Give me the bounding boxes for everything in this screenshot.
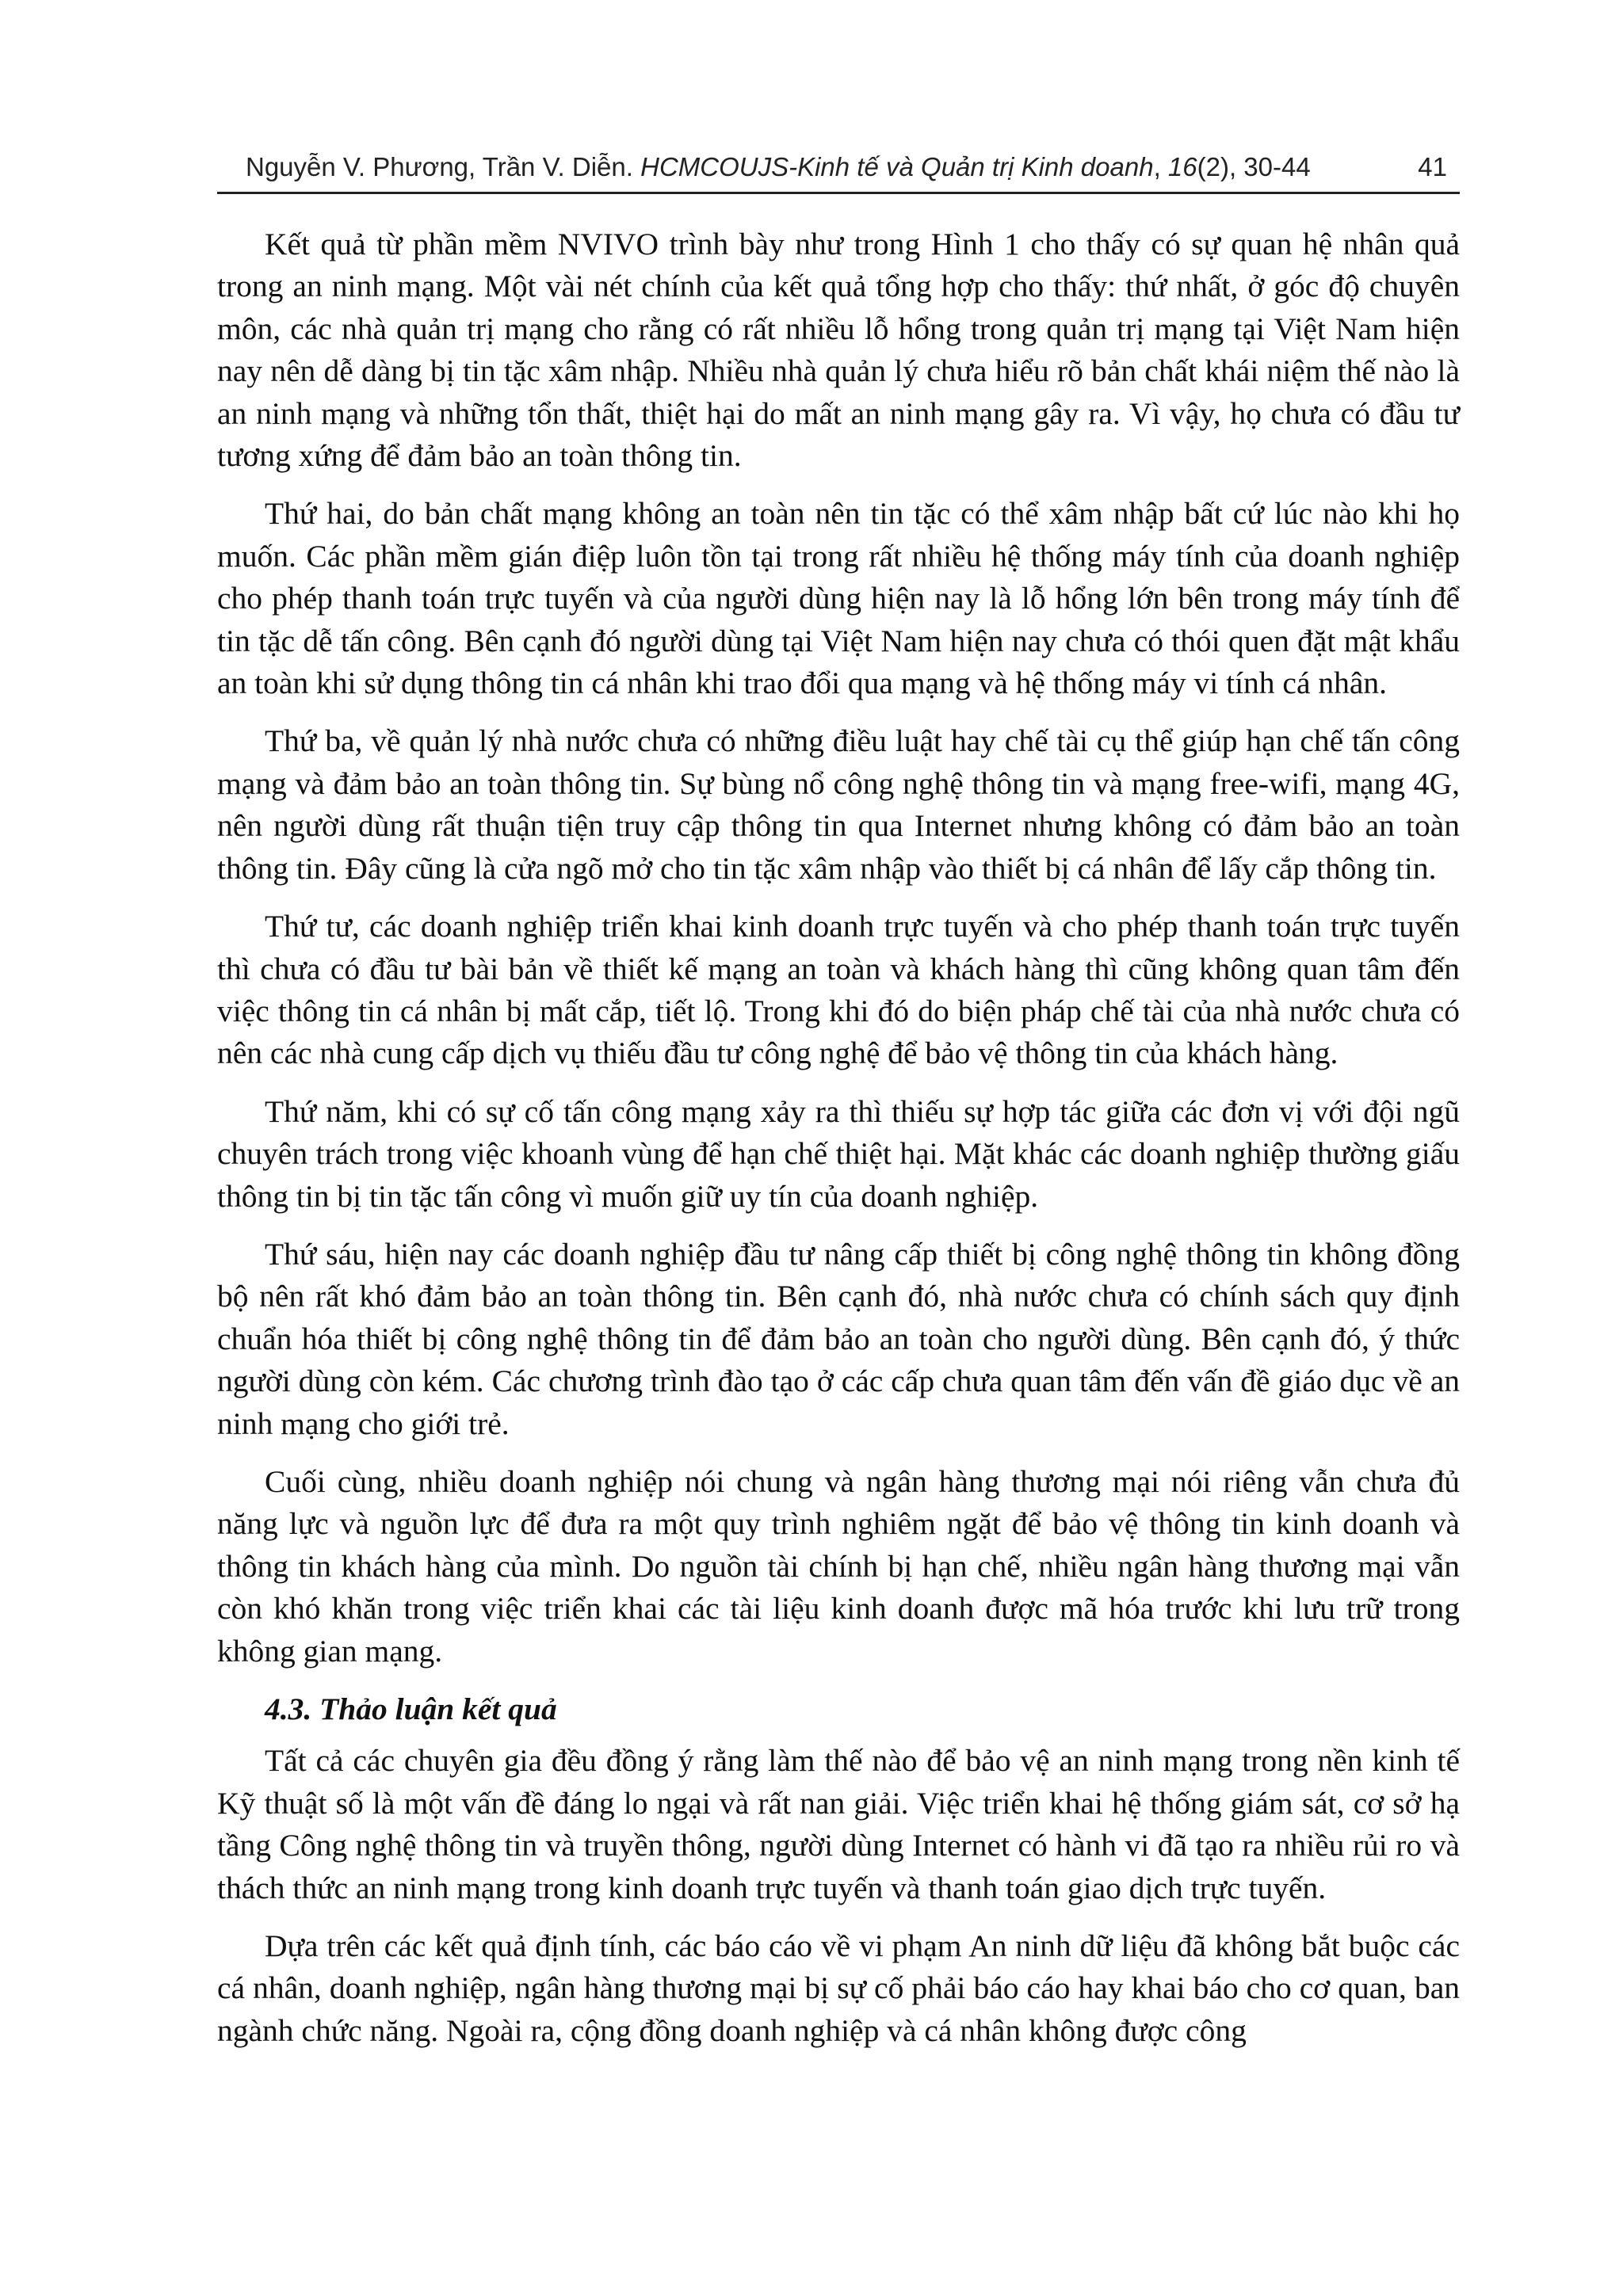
running-header bbox=[217, 147, 1460, 194]
section-heading: 4.3. Thảo luận kết quả bbox=[265, 1691, 557, 1726]
header-volume: 16 bbox=[1167, 152, 1197, 181]
paragraph: Thứ ba, về quản lý nhà nước chưa có những điều luật hay chế tài cụ thể giúp hạn chế tấn công mạng và đảm bảo an toàn thông tin. Sự bùng nổ công nghệ thông tin và mạng free-wifi, mạng 4G, nên người dùng rất thuận tiện truy cập thông tin qua Internet nhưng không có đảm bảo an toàn thông tin. Đây cũng là cửa ngõ mở cho tin tặc xâm nhập vào thiết bị cá nhân để lấy cắp thông tin. bbox=[217, 723, 1460, 886]
paragraph: Kết quả từ phần mềm NVIVO trình bày như trong Hình 1 cho thấy có sự quan hệ nhân quả trong an ninh mạng. Một vài nét chính của kết quả tổng hợp cho thấy: thứ nhất, ở góc độ chuyên môn, các nhà quản trị mạng cho rằng có rất nhiều lỗ hổng trong quản trị mạng tại Việt Nam hiện nay nên dễ dàng bị tin tặc xâm nhập. Nhiều nhà quản lý chưa hiểu rõ bản chất khái niệm thế nào là an ninh mạng và những tổn thất, thiệt hại do mất an ninh mạng gây ra. Vì vậy, họ chưa có đầu tư tương xứng để đảm bảo an toàn thông tin. bbox=[217, 227, 1460, 474]
header-authors: Nguyễn V. Phương, Trần V. Diễn. bbox=[246, 152, 633, 181]
paragraph: Thứ hai, do bản chất mạng không an toàn nên tin tặc có thể xâm nhập bất cứ lúc nào khi họ muốn. Các phần mềm gián điệp luôn tồn tại trong rất nhiều hệ thống máy tính của doanh nghiệp cho phép thanh toán trực tuyến và của người dùng hiện nay là lỗ hổng lớn bên trong máy tính để tin tặc dễ tấn công. Bên cạnh đó người dùng tại Việt Nam hiện nay chưa có thói quen đặt mật khẩu an toàn khi sử dụng thông tin cá nhân khi trao đổi qua mạng và hệ thống máy vi tính cá nhân. bbox=[217, 496, 1460, 701]
header-journal: HCMCOUJS-Kinh tế và Quản trị Kinh doanh bbox=[640, 152, 1154, 181]
paragraph: Thứ tư, các doanh nghiệp triển khai kinh doanh trực tuyến và cho phép thanh toán trực tuyến thì chưa có đầu tư bài bản về thiết kế mạng an toàn và khách hàng thì cũng không quan tâm đến việc thông tin cá nhân bị mất cắp, tiết lộ. Trong khi đó do biện pháp chế tài của nhà nước chưa có nên các nhà cung cấp dịch vụ thiếu đầu tư công nghệ để bảo vệ thông tin của khách hàng. bbox=[217, 909, 1460, 1071]
paragraph: Thứ năm, khi có sự cố tấn công mạng xảy ra thì thiếu sự hợp tác giữa các đơn vị với đội ngũ chuyên trách trong việc khoanh vùng để hạn chế thiệt hại. Mặt khác các doanh nghiệp thường giấu thông tin bị tin tặc tấn công vì muốn giữ uy tín của doanh nghiệp. bbox=[217, 1093, 1460, 1214]
paragraph: Tất cả các chuyên gia đều đồng ý rằng làm thế nào để bảo vệ an ninh mạng trong nền kinh tế Kỹ thuật số là một vấn đề đáng lo ngại và rất nan giải. Việc triển khai hệ thống giám sát, cơ sở hạ tầng Công nghệ thông tin và truyền thông, người dùng Internet có hành vi đã tạo ra nhiều rủi ro và thách thức an ninh mạng trong kinh doanh trực tuyến và thanh toán giao dịch trực tuyến. bbox=[217, 1743, 1460, 1905]
page-number: 41 bbox=[1418, 152, 1447, 181]
body-text bbox=[217, 223, 1460, 2068]
paragraph: Cuối cùng, nhiều doanh nghiệp nói chung và ngân hàng thương mại nói riêng vẫn chưa đủ năng lực và nguồn lực để đưa ra một quy trình nghiêm ngặt để bảo vệ thông tin kinh doanh và thông tin khách hàng của mình. Do nguồn tài chính bị hạn chế, nhiều ngân hàng thương mại vẫn còn khó khăn trong việc triển khai các tài liệu kinh doanh được mã hóa trước khi lưu trữ trong không gian mạng. bbox=[217, 1463, 1460, 1669]
paragraph: Dựa trên các kết quả định tính, các báo cáo về vi phạm An ninh dữ liệu đã không bắt buộc các cá nhân, doanh nghiệp, ngân hàng thương mại bị sự cố phải báo cáo hay khai báo cho cơ quan, ban ngành chức năng. Ngoài ra, cộng đồng doanh nghiệp và cá nhân không được công bbox=[217, 1928, 1460, 2048]
citation-line: Nguyễn V. Phương, Trần V. Diễn. HCMCOUJS-Kinh tế và Quản trị Kinh doanh, 16(2), 30-44 bbox=[246, 152, 1311, 181]
header-issue: (2), 30-44 bbox=[1197, 152, 1311, 181]
paragraph: Thứ sáu, hiện nay các doanh nghiệp đầu tư nâng cấp thiết bị công nghệ thông tin không đồng bộ nên rất khó đảm bảo an toàn thông tin. Bên cạnh đó, nhà nước chưa có chính sách quy định chuẩn hóa thiết bị công nghệ thông tin để đảm bảo an toàn cho người dùng. Bên cạnh đó, ý thức người dùng còn kém. Các chương trình đào tạo ở các cấp chưa quan tâm đến vấn đề giáo dục về an ninh mạng cho giới trẻ. bbox=[217, 1236, 1460, 1441]
